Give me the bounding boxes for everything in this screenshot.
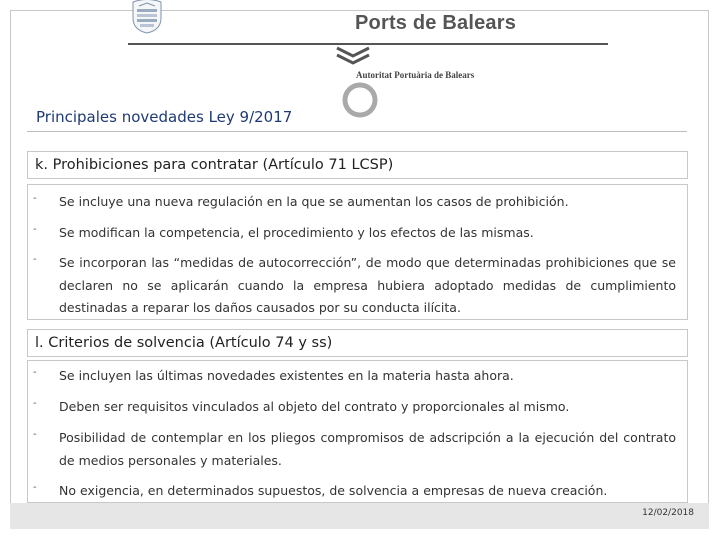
list-item [33, 480, 676, 503]
bullet-icon: - [33, 482, 37, 493]
ring-icon [341, 81, 379, 119]
brand-title: Ports de Balears [355, 12, 517, 34]
coat-of-arms-icon [126, 0, 168, 34]
brand-subtitle: Autoritat Portuària de Balears [356, 70, 475, 80]
list-item [33, 427, 676, 472]
ports-wave-logo-icon [335, 44, 371, 66]
page-title: Principales novedades Ley 9/2017 [36, 108, 293, 126]
list-item-text: Se incluyen las últimas novedades existentes en la materia hasta ahora. [59, 368, 514, 383]
list-item-text: Se incluye una nueva regulación en la que se aumentan los casos de prohibición. [59, 194, 569, 209]
bullet-icon: - [33, 224, 37, 235]
bullet-icon: - [33, 367, 37, 378]
footer-date: 12/02/2018 [642, 508, 694, 518]
list-item [33, 191, 676, 214]
footer-bar [10, 503, 709, 529]
section-heading-solvencia: l. Criterios de solvencia (Artículo 74 y ss) [27, 329, 688, 357]
list-item-text: Se incorporan las “medidas de autocorrección”, de modo que determinadas prohibiciones que se declaren no se aplicarán cuando la empresa hubiera adoptado medidas de cumplimiento destinadas a reparar los daños causados por su conducta ilícita. [59, 255, 676, 315]
bullet-icon: - [33, 254, 37, 265]
list-item [33, 252, 676, 320]
title-divider [27, 131, 687, 132]
bullet-icon: - [33, 193, 37, 204]
list-item [33, 365, 676, 388]
list-item [33, 396, 676, 419]
section-heading-prohibiciones: k. Prohibiciones para contratar (Artículo 71 LCSP) [27, 151, 688, 179]
list-item [33, 222, 676, 245]
bullet-icon: - [33, 398, 37, 409]
list-item-text: Deben ser requisitos vinculados al objeto del contrato y proporcionales al mismo. [59, 399, 570, 414]
list-item-text: Se modifican la competencia, el procedimiento y los efectos de las mismas. [59, 225, 534, 240]
list-item-text: Posibilidad de contemplar en los pliegos compromisos de adscripción a la ejecución del contrato de medios personales y materiales. [59, 430, 676, 468]
bullet-icon: - [33, 429, 37, 440]
list-item-text: No exigencia, en determinados supuestos, de solvencia a empresas de nueva creación. [59, 483, 608, 498]
